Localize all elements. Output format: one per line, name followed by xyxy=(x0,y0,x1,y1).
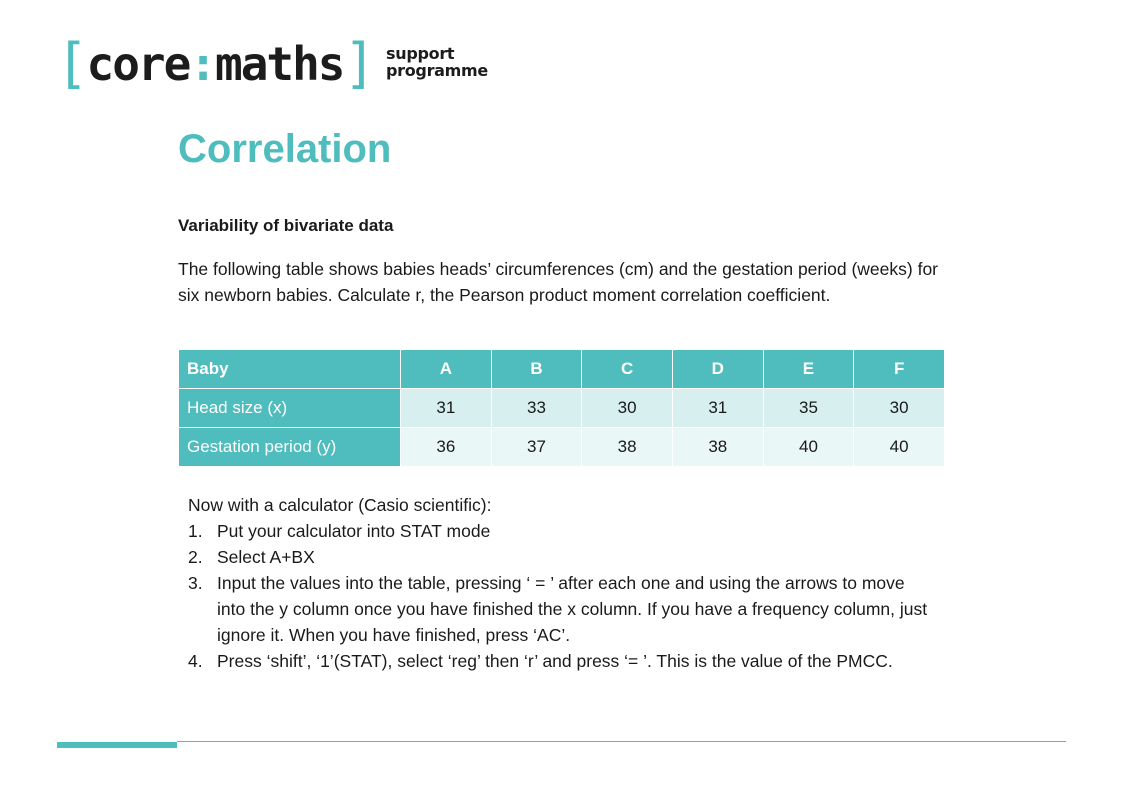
table-cell: 30 xyxy=(854,389,945,428)
table-header-row xyxy=(179,350,945,389)
step-number: 3. xyxy=(188,573,203,593)
table-cell: 40 xyxy=(854,428,945,467)
list-item-step-3 xyxy=(188,570,928,648)
header-cell-a: A xyxy=(401,350,492,389)
table-row-gestation xyxy=(179,428,945,467)
header-cell-c: C xyxy=(582,350,673,389)
footer-accent-bar xyxy=(57,742,177,748)
calculator-instructions xyxy=(188,492,928,674)
intro-paragraph: The following table shows babies heads’ circumferences (cm) and the gestation period (weeks) for six newborn babies. Calculate r, the Pearson product moment correlation coefficient. xyxy=(178,259,939,305)
header-cell-f: F xyxy=(854,350,945,389)
table-cell: 37 xyxy=(491,428,582,467)
logo-close-bracket: ] xyxy=(343,32,374,95)
steps-list xyxy=(188,518,928,674)
header-cell-baby: Baby xyxy=(179,350,401,389)
logo-wordmark xyxy=(56,32,374,95)
list-item-step-2 xyxy=(188,544,928,570)
row-label-gestation: Gestation period (y) xyxy=(179,428,401,467)
step-text: Put your calculator into STAT mode xyxy=(217,521,491,541)
table-cell: 38 xyxy=(672,428,763,467)
logo-open-bracket: [ xyxy=(56,32,87,95)
table-cell: 35 xyxy=(763,389,854,428)
logo-subtitle xyxy=(386,45,488,79)
table-cell: 30 xyxy=(582,389,673,428)
section-subtitle: Variability of bivariate data xyxy=(178,216,394,235)
table-cell: 40 xyxy=(763,428,854,467)
step-text: Input the values into the table, pressing ‘ = ’ after each one and using the arrows to move into the y column once you have finished the x column. If you have a frequency column, just ignore it. When you have finished, press ‘AC’. xyxy=(217,573,928,645)
logo-sub-line-2: programme xyxy=(386,61,488,80)
footer-divider xyxy=(177,741,1066,742)
header-cell-b: B xyxy=(491,350,582,389)
data-table xyxy=(178,349,945,467)
table-cell: 33 xyxy=(491,389,582,428)
table-cell: 31 xyxy=(672,389,763,428)
logo-word-maths: maths xyxy=(215,37,344,91)
table-row-head-size xyxy=(179,389,945,428)
step-text: Press ‘shift’, ‘1’(STAT), select ‘reg’ then ‘r’ and press ‘= ’. This is the value of the PMCC. xyxy=(217,651,893,671)
header-cell-e: E xyxy=(763,350,854,389)
step-number: 2. xyxy=(188,547,203,567)
table-cell: 38 xyxy=(582,428,673,467)
header-cell-d: D xyxy=(672,350,763,389)
core-maths-logo xyxy=(56,32,488,95)
logo-sub-line-1: support xyxy=(386,44,455,63)
calculator-intro: Now with a calculator (Casio scientific): xyxy=(188,495,492,515)
step-number: 4. xyxy=(188,651,203,671)
list-item-step-1 xyxy=(188,518,928,544)
step-number: 1. xyxy=(188,521,203,541)
step-text: Select A+BX xyxy=(217,547,315,567)
logo-word-core: core xyxy=(86,37,190,91)
logo-colon: : xyxy=(189,37,215,91)
row-label-head-size: Head size (x) xyxy=(179,389,401,428)
page-title: Correlation xyxy=(178,127,392,171)
table-cell: 31 xyxy=(401,389,492,428)
list-item-step-4 xyxy=(188,648,928,674)
table-cell: 36 xyxy=(401,428,492,467)
